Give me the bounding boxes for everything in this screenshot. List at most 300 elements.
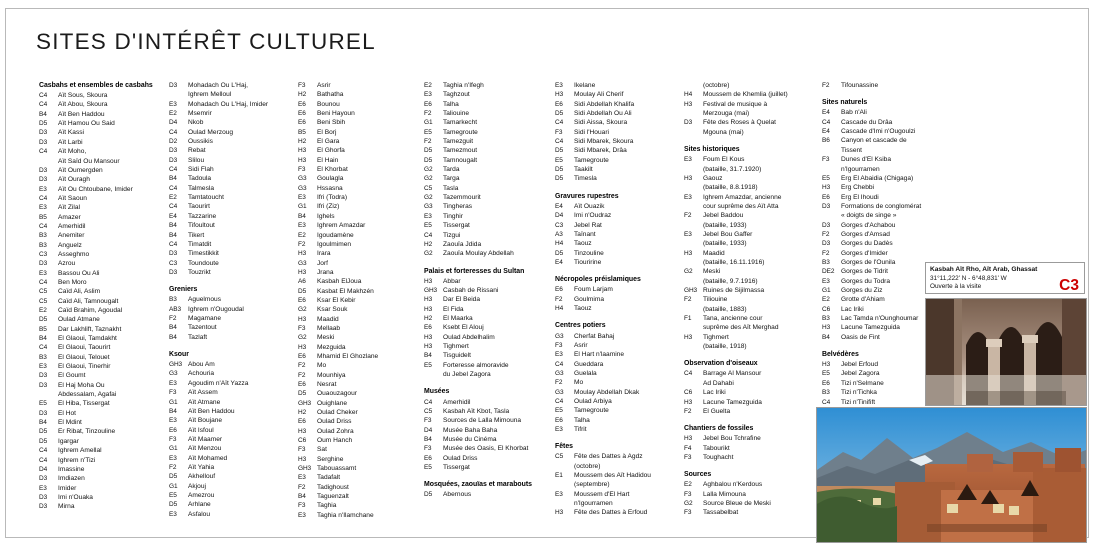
index-entry[interactable] (39, 474, 171, 483)
index-entry[interactable] (822, 155, 972, 164)
index-entry[interactable] (298, 296, 430, 305)
index-entry[interactable] (684, 333, 822, 342)
index-entry[interactable] (298, 109, 430, 118)
index-entry[interactable] (169, 231, 301, 240)
index-entry[interactable] (169, 100, 301, 109)
index-entry[interactable] (298, 473, 430, 482)
index-entry[interactable] (39, 138, 171, 147)
index-entry[interactable] (39, 278, 171, 287)
index-entry[interactable] (169, 193, 301, 202)
index-entry[interactable] (822, 118, 972, 127)
index-entry[interactable] (684, 174, 822, 183)
index-entry[interactable] (298, 361, 430, 370)
index-entry[interactable] (169, 156, 301, 165)
index-entry[interactable] (39, 427, 171, 436)
index-entry[interactable] (555, 471, 687, 480)
entry-grid-code: D3 (822, 202, 831, 210)
index-entry[interactable] (298, 436, 430, 445)
index-entry[interactable] (555, 146, 687, 155)
index-entry[interactable] (684, 398, 822, 407)
index-entry[interactable] (298, 165, 430, 174)
index-entry[interactable] (39, 241, 171, 250)
index-entry[interactable] (169, 388, 301, 397)
index-entry[interactable] (298, 128, 430, 137)
index-entry[interactable] (39, 128, 171, 137)
index-entry[interactable] (298, 380, 430, 389)
index-entry[interactable] (555, 369, 687, 378)
entry-grid-code: D2 (169, 138, 178, 146)
index-entry[interactable] (298, 90, 430, 99)
index-entry[interactable] (424, 128, 556, 137)
entry-name: Aït Saoun (58, 194, 87, 202)
index-entry[interactable] (298, 277, 430, 286)
index-entry[interactable] (298, 202, 430, 211)
entry-grid-code: C4 (39, 92, 48, 100)
entry-name: Mohadach Ou L'Haj, Imider (188, 100, 269, 108)
index-entry[interactable] (169, 472, 301, 481)
index-entry[interactable] (298, 371, 430, 380)
index-entry[interactable] (298, 193, 430, 202)
index-entry[interactable] (822, 221, 972, 230)
index-entry[interactable] (822, 127, 972, 136)
index-entry[interactable] (684, 295, 822, 304)
entry-name: Tamarkecht (443, 119, 478, 127)
index-entry[interactable] (555, 221, 687, 230)
index-entry[interactable] (298, 81, 430, 90)
index-entry[interactable] (555, 128, 687, 137)
index-entry[interactable] (555, 304, 687, 313)
index-entry[interactable] (298, 240, 430, 249)
index-entry[interactable] (298, 174, 430, 183)
entry-grid-code: E6 (298, 381, 306, 388)
index-entry[interactable] (424, 156, 556, 165)
index-entry[interactable] (424, 184, 556, 193)
index-entry[interactable] (169, 249, 301, 258)
index-entry[interactable] (684, 90, 822, 99)
index-entry[interactable] (298, 352, 430, 361)
index-entry[interactable] (298, 100, 430, 109)
entry-name: Ighels (317, 212, 335, 220)
entry-name-continuation: (septembre) (574, 481, 610, 489)
index-entry[interactable] (169, 333, 301, 342)
index-entry[interactable] (555, 416, 687, 425)
index-entry[interactable] (424, 416, 556, 425)
index-entry[interactable] (424, 193, 556, 202)
index-entry[interactable] (424, 212, 556, 221)
index-entry[interactable] (169, 165, 301, 174)
index-entry[interactable] (424, 137, 556, 146)
index-entry[interactable] (684, 499, 822, 508)
index-entry[interactable] (39, 259, 171, 268)
index-entry[interactable] (424, 240, 556, 249)
index-entry[interactable] (424, 100, 556, 109)
index-entry[interactable] (169, 369, 301, 378)
index-entry[interactable] (555, 295, 687, 304)
index-entry[interactable] (555, 100, 687, 109)
entry-grid-code: E6 (424, 454, 432, 462)
index-entry[interactable] (555, 452, 687, 461)
index-entry[interactable] (169, 360, 301, 369)
index-entry[interactable] (684, 388, 822, 397)
index-entry[interactable] (555, 118, 687, 127)
index-entry[interactable] (298, 343, 430, 352)
index-entry[interactable] (169, 398, 301, 407)
index-entry[interactable] (298, 259, 430, 268)
index-entry[interactable] (424, 490, 556, 499)
index-entry[interactable] (169, 454, 301, 463)
index-entry[interactable] (684, 81, 822, 90)
index-entry[interactable] (424, 454, 556, 463)
index-entry[interactable] (39, 399, 171, 408)
index-entry[interactable] (424, 165, 556, 174)
entry-grid-code: D5 (39, 428, 48, 436)
index-entry[interactable] (169, 444, 301, 453)
index-entry[interactable] (39, 334, 171, 343)
entry-grid-code: F2 (555, 295, 563, 303)
index-entry[interactable] (684, 444, 822, 453)
index-entry[interactable] (39, 484, 171, 493)
index-entry[interactable] (39, 297, 171, 306)
index-entry[interactable] (169, 174, 301, 183)
index-entry[interactable] (555, 378, 687, 387)
index-entry[interactable] (298, 231, 430, 240)
index-entry[interactable] (684, 267, 822, 276)
entry-grid-code: E3 (555, 425, 563, 433)
entry-name: Aït Yahia (188, 463, 215, 471)
index-entry[interactable] (684, 369, 822, 378)
index-entry[interactable] (169, 146, 301, 155)
index-entry[interactable] (298, 315, 430, 324)
entry-name: Ighrem n'Tizi (58, 456, 96, 464)
index-entry[interactable] (39, 502, 171, 511)
index-entry[interactable] (39, 306, 171, 315)
index-entry[interactable] (424, 398, 556, 407)
entry-name: Tazlaft (188, 333, 208, 341)
index-entry[interactable] (39, 381, 171, 390)
index-entry[interactable] (39, 194, 171, 203)
index-entry[interactable] (39, 119, 171, 128)
index-entry[interactable] (424, 231, 556, 240)
index-entry[interactable] (39, 250, 171, 259)
index-entry[interactable] (169, 379, 301, 388)
entry-name: Talmesla (188, 184, 215, 192)
index-entry[interactable] (555, 508, 687, 517)
index-entry[interactable] (39, 343, 171, 352)
entry-name: Maadid (703, 249, 725, 257)
index-entry[interactable] (169, 305, 301, 314)
entry-grid-code: E3 (39, 363, 47, 371)
index-entry[interactable] (169, 314, 301, 323)
index-entry[interactable] (169, 240, 301, 249)
index-entry[interactable] (555, 156, 687, 165)
index-entry[interactable] (169, 259, 301, 268)
index-entry[interactable] (39, 213, 171, 222)
index-entry[interactable] (39, 437, 171, 446)
index-entry[interactable] (424, 323, 556, 332)
index-entry[interactable] (298, 137, 430, 146)
index-entry[interactable] (822, 239, 972, 248)
index-entry[interactable] (424, 146, 556, 155)
index-entry[interactable] (424, 407, 556, 416)
entry-name-continuation: (octobre) (574, 462, 601, 470)
index-entry[interactable] (39, 362, 171, 371)
index-entry[interactable] (424, 202, 556, 211)
entry-name: Dar El Beida (443, 296, 481, 304)
index-entry[interactable] (424, 361, 556, 370)
index-entry[interactable] (298, 333, 430, 342)
index-entry[interactable] (555, 81, 687, 90)
entry-name: Achouria (188, 370, 215, 378)
index-entry[interactable] (39, 91, 171, 100)
index-entry[interactable] (424, 249, 556, 258)
entry-name: Aït Kassi (58, 129, 85, 137)
index-entry[interactable] (684, 490, 822, 499)
index-entry[interactable] (684, 230, 822, 239)
index-entry[interactable] (169, 184, 301, 193)
index-entry[interactable] (169, 491, 301, 500)
index-entry[interactable] (424, 342, 556, 351)
index-entry[interactable] (555, 202, 687, 211)
index-entry[interactable] (555, 341, 687, 350)
entry-name: Toundoute (188, 259, 219, 267)
index-entry[interactable] (39, 222, 171, 231)
entry-grid-code: E6 (555, 286, 563, 294)
index-entry[interactable] (555, 174, 687, 183)
index-entry[interactable] (822, 174, 972, 183)
index-entry[interactable] (39, 409, 171, 418)
index-entry[interactable] (424, 90, 556, 99)
entry-name: Amerhidil (443, 398, 471, 406)
index-entry[interactable] (684, 193, 822, 202)
index-entry[interactable] (555, 249, 687, 258)
index-entry[interactable] (39, 465, 171, 474)
entry-name: Tana, ancienne cour (703, 315, 763, 322)
index-entry[interactable] (684, 314, 822, 323)
index-entry[interactable] (39, 100, 171, 109)
index-entry[interactable] (39, 166, 171, 175)
index-entry[interactable] (39, 371, 171, 380)
entry-name-continuation: Tissent (841, 146, 863, 154)
index-entry[interactable] (298, 212, 430, 221)
index-entry[interactable] (39, 231, 171, 240)
index-entry[interactable] (169, 81, 301, 90)
index-entry[interactable] (555, 332, 687, 341)
index-entry[interactable] (298, 268, 430, 277)
entry-grid-code: F2 (822, 82, 830, 89)
index-entry[interactable] (298, 305, 430, 314)
index-entry[interactable] (169, 109, 301, 118)
index-entry[interactable] (424, 333, 556, 342)
index-entry[interactable] (822, 81, 972, 90)
index-entry[interactable] (39, 269, 171, 278)
index-entry[interactable] (555, 388, 687, 397)
entry-name: Ksar Souk (317, 306, 348, 314)
index-entry[interactable] (424, 351, 556, 360)
index-entry[interactable] (684, 434, 822, 443)
index-entry[interactable] (424, 174, 556, 183)
entry-grid-code: G3 (298, 175, 307, 183)
index-entry[interactable] (39, 493, 171, 502)
index-entry[interactable] (169, 202, 301, 211)
index-entry[interactable] (684, 155, 822, 164)
index-entry[interactable] (39, 418, 171, 427)
index-entry[interactable] (298, 492, 430, 501)
index-entry[interactable] (39, 175, 171, 184)
entry-grid-code: E5 (424, 361, 432, 369)
index-entry[interactable] (424, 109, 556, 118)
index-entry[interactable] (298, 156, 430, 165)
index-entry[interactable] (555, 350, 687, 359)
index-entry[interactable] (169, 500, 301, 509)
index-entry[interactable] (39, 185, 171, 194)
index-entry[interactable] (822, 249, 972, 258)
index-entry[interactable] (298, 324, 430, 333)
index-entry[interactable] (169, 268, 301, 277)
entry-grid-code: E2 (424, 82, 432, 89)
index-entry[interactable] (555, 230, 687, 239)
index-entry[interactable] (684, 407, 822, 416)
entry-grid-code: F2 (298, 371, 306, 379)
index-entry[interactable] (555, 397, 687, 406)
entry-grid-code: F3 (169, 389, 177, 397)
index-entry[interactable] (555, 406, 687, 415)
index-entry[interactable] (424, 435, 556, 444)
index-entry[interactable] (298, 427, 430, 436)
entry-grid-code: C4 (822, 118, 831, 126)
index-entry[interactable] (555, 165, 687, 174)
index-entry[interactable] (169, 323, 301, 332)
index-entry[interactable] (169, 482, 301, 491)
entry-name: Abou Am (188, 361, 215, 369)
index-entry[interactable] (555, 285, 687, 294)
kasbah-landscape-photo (816, 407, 1087, 543)
index-entry[interactable] (684, 100, 822, 109)
index-entry[interactable] (684, 508, 822, 517)
index-entry[interactable] (822, 108, 972, 117)
index-entry[interactable] (169, 212, 301, 221)
index-entry[interactable] (298, 118, 430, 127)
index-entry[interactable] (169, 221, 301, 230)
entry-name: Cascade d'Imi n'Ougoulzi (841, 128, 916, 136)
entry-name: Fête des Dattes à Erfoud (574, 509, 648, 517)
index-entry[interactable] (169, 463, 301, 472)
entry-grid-code: D3 (39, 260, 48, 268)
index-entry[interactable] (298, 501, 430, 510)
entry-grid-code: C4 (39, 148, 48, 156)
index-entry[interactable] (39, 446, 171, 455)
entry-grid-code: G3 (169, 370, 178, 378)
index-entry[interactable] (298, 464, 430, 473)
index-entry[interactable] (298, 511, 430, 520)
entry-grid-code: E3 (169, 454, 177, 462)
index-entry[interactable] (424, 305, 556, 314)
index-entry[interactable] (169, 510, 301, 519)
index-entry[interactable] (424, 277, 556, 286)
index-entry[interactable] (298, 408, 430, 417)
index-entry[interactable] (424, 221, 556, 230)
index-entry[interactable] (298, 399, 430, 408)
index-entry[interactable] (39, 287, 171, 296)
index-entry[interactable] (684, 211, 822, 220)
index-entry[interactable] (169, 128, 301, 137)
index-entry[interactable] (424, 286, 556, 295)
index-entry[interactable] (684, 118, 822, 127)
index-entry[interactable] (555, 425, 687, 434)
index-entry[interactable] (822, 183, 972, 192)
entry-grid-code: F2 (424, 110, 432, 118)
index-entry[interactable] (39, 325, 171, 334)
index-entry[interactable] (424, 444, 556, 453)
index-entry[interactable] (424, 118, 556, 127)
index-entry[interactable] (39, 353, 171, 362)
index-entry[interactable] (555, 109, 687, 118)
entry-grid-code: D3 (822, 240, 831, 248)
index-entry[interactable] (684, 249, 822, 258)
index-entry[interactable] (555, 211, 687, 220)
index-entry[interactable] (298, 445, 430, 454)
index-entry[interactable] (555, 90, 687, 99)
entry-grid-code: E3 (555, 351, 563, 359)
index-entry[interactable] (298, 417, 430, 426)
index-entry[interactable] (169, 407, 301, 416)
index-entry[interactable] (822, 136, 972, 145)
index-entry[interactable] (298, 221, 430, 230)
entry-grid-code: H3 (555, 91, 564, 99)
entry-name: Tazzarine (188, 212, 217, 220)
index-entry[interactable] (822, 193, 972, 202)
entry-grid-code: H3 (684, 100, 693, 108)
index-entry[interactable] (822, 230, 972, 239)
index-entry[interactable] (39, 203, 171, 212)
index-entry[interactable] (298, 455, 430, 464)
index-entry[interactable] (424, 314, 556, 323)
index-entry[interactable] (39, 110, 171, 119)
index-entry[interactable] (39, 315, 171, 324)
index-entry[interactable] (684, 286, 822, 295)
index-entry[interactable] (169, 426, 301, 435)
index-entry[interactable] (555, 360, 687, 369)
index-entry[interactable] (298, 249, 430, 258)
index-entry[interactable] (169, 416, 301, 425)
index-entry[interactable] (684, 453, 822, 462)
index-entry[interactable] (298, 146, 430, 155)
index-entry[interactable] (169, 435, 301, 444)
index-entry[interactable] (298, 389, 430, 398)
index-entry[interactable] (555, 239, 687, 248)
index-entry[interactable] (424, 426, 556, 435)
index-entry[interactable] (169, 295, 301, 304)
index-entry[interactable] (298, 287, 430, 296)
index-entry[interactable] (555, 258, 687, 267)
entry-grid-code: E2 (169, 194, 177, 202)
entry-name: Tinghir (443, 212, 463, 220)
index-entry[interactable] (39, 456, 171, 465)
index-entry[interactable] (424, 463, 556, 472)
index-entry[interactable] (555, 137, 687, 146)
entry-name: El Glaoui, Taourirt (58, 344, 111, 352)
index-entry[interactable] (298, 483, 430, 492)
index-entry[interactable] (169, 137, 301, 146)
index-entry[interactable] (298, 184, 430, 193)
index-entry[interactable] (555, 490, 687, 499)
index-entry[interactable] (424, 295, 556, 304)
index-entry[interactable] (39, 147, 171, 156)
entry-grid-code: B5 (39, 325, 47, 333)
index-entry[interactable] (169, 118, 301, 127)
index-entry[interactable] (424, 81, 556, 90)
index-entry[interactable] (822, 202, 972, 211)
index-entry[interactable] (684, 480, 822, 489)
